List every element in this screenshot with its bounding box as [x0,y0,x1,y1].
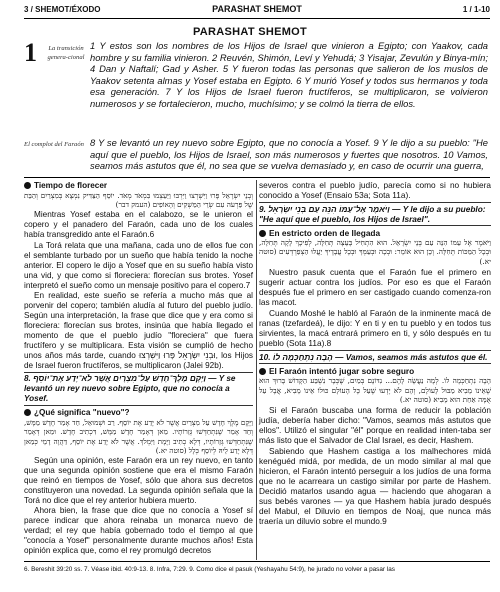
verse-heading: 8. וַיָּקָם מֶלֶךְ־חָדָשׁ עַל־מִצְרָיִם אֲשֶׁר לֹא־יָדַע אֶת־יוֹסֵף — Y se levantó un rey nuevo sobre Egipto, que no conocía a Yosef. [24,372,253,406]
running-head-left: 3 / SHEMOT/ÉXODO [24,5,101,14]
hebrew-source: וַיָּקָם מֶלֶךְ חָדָשׁ עַל מִצְרַיִם אֲשֶׁר לֹא יָדַע אֶת יוֹסֵף. רַב וּשְׁמוּאֵל, חַד אָמַר חָדָשׁ מַמָּשׁ, וְחַד אָמַר שֶׁנִּתְחַדְּשׁוּ גְּזֵרוֹתָיו. מַאן דְּאָמַר חָדָשׁ מַמָּשׁ, דִּכְתִיב חָדָשׁ. וּמַאן דְּאָמַר שֶׁנִּתְחַדְּשׁוּ גְּזֵרוֹתָיו, דְּלָא כְתִיב וַיָּמָת וַיִּמְלֹךְ. אֲשֶׁר לֹא יָדַע אֶת יוֹסֵף, דַּהֲוָה דָמֵי כְּמַאן דְּלָא יָדַע לֵיהּ לְיוֹסֵף כְּלָל (סוטה יא.) [24,417,253,455]
commentary-paragraph: En realidad, este sueño se refería a mucho más que al porvenir del copero; también aludía al futuro del pueblo judío. Según una interpretación, la frase que dice que y era como si floreciera: florecían sus brotes, insinúa que había llegado el momento de que el pueblo judío "floreciera" que fuera fructífero y se multiplicara. Esta visión se cumplió de hecho unos años más tarde, cuando וּבְנֵי יִשְׂרָאֵל פָּרוּ וַיִּשְׁרְצוּ, los Hijos de Israel fueron fructíferos, se multiplicaron (Jalei 92b). [24,291,253,370]
header-rule [24,18,490,19]
commentary-paragraph: Mientras Yosef estaba en el calabozo, se le unieron el copero y el panadero del Faraón, cada uno de los cuales había transgredido ante el Faraón.6 [24,210,253,240]
section-heading: Tiempo de florecer [24,181,253,191]
hebrew-source: וְבְנֵי יִשְׂרָאֵל פָּרוּ וַיִּשְׁרְצוּ וַיִּרְבּוּ וַיַּעַצְמוּ בִּמְאֹד מְאֹד. יוֹסֵף הַצַּדִּיק נִמְצָא בְּמִצְרַיִם וְהַבַּת שֶׁל פַּרְעֹה עִם שְׂרֵי הַמַּשְׁקִים וְהָאוֹפִים (העמק דבר) [24,190,253,210]
running-head-right: 1 / 1-10 [462,5,490,14]
running-head [24,3,490,17]
verse-heading: 9. וַיֹּאמֶר אֶל־עַמּוֹ הִנֵּה עַם בְּנֵי יִשְׂרָאֵל — Y le dijo a su pueblo: "He aquí que el pueblo, los Hijos de Israel". [259,202,491,226]
commentary-paragraph: Según una opinión, este Faraón era un rey nuevo, en tanto que una segunda opinión sostiene que era el mismo Faraón que reinó en tiempos de Yosef, sólo que ahora sus decretos constituyeron una novedad. La segunda opinión señala que la Torá no dice que el rey anterior hubiera muerto. [24,456,253,505]
bullet-icon [24,409,31,416]
chapter-number: 1 [24,38,37,67]
commentary-paragraph: severos contra el pueblo judío, parecía como si no hubiera conocido a Yosef (Ensaio 53a; Sota 11a). [259,180,491,200]
commentary-paragraph: Cuando Moshé le habló al Faraón de la inminente macá de ranas (tzefardeá), le dijo: Y en ti y en tu pueblo y en todos tus sirvientes, la macá entrará primero en ti, y sólo después en tu pueblo (Sota 11a).8 [259,308,491,349]
margin-note-plot: El complot del Faraón [24,141,84,148]
bullet-icon [259,230,266,237]
verse-heading: 10. הָבָה נִתְחַכְּמָה לוֹ — Vamos, seamos más astutos que él. [259,350,491,364]
section-heading: ¿Qué significa "nuevo"? [24,408,253,418]
column-divider [256,180,257,560]
hebrew-source: הָבָה נִתְחַכְּמָה לוֹ. לְמָה נַעֲשָׂה לָהֶם... נִדּוֹנָם בְּמַיִם, שֶׁכְּבָר נִשְׁבַּע הַקָּדוֹשׁ בָּרוּךְ הוּא שֶׁאֵינוֹ מֵבִיא מַבּוּל לָעוֹלָם, וְהֵם לֹא יָדְעוּ שֶׁעַל כָּל הָעוֹלָם כּוּלוֹ אֵינוֹ מֵבִיא, אֲבָל עַל אֻמָּה אַחַת הוּא מֵבִיא (סוטה יא.) [259,376,491,405]
commentary-paragraph: Nuestro pasuk cuenta que el Faraón fue el primero en sugerir actuar contra los judíos. Por eso es que el Faraón después fue el primero en ser castigado cuando comenza-ron las macot. [259,267,491,308]
commentary-left-column [24,180,253,557]
translation-verses-1-7: 1 Y estos son los nombres de los Hijos de Israel que vinieron a Egipto; con Yaakov, cada hombre y su familia vinieron. 2 Reuvén, Shimón, Leví y Yehudá; 3 Yisajar, Zevulún y Binya-mín; 4 Dan y Naftalí; Gad y Asher. 5 Y fueron todas las personas que salieron de los muslos de Yaakov setenta almas y Yosef estaba en Egipto. 6 Y murió Yosef y todos sus hermanos y toda esa generación. 7 Y los Hijos de Israel fueron fructíferos, se multiplicaron, se volvieron numerosos y se fortalecieron, mucho, muchísimo; y se colmó la tierra de ellos. [90,40,488,109]
commentary-top-rule [24,177,490,178]
bullet-icon [24,182,31,189]
commentary-paragraph: La Torá relata que una mañana, cada uno de ellos fue con el semblante turbado por un sueño que había tenido la noche anterior. El copero le dijo a Yosef que en su sueño había visto una vid, y que como si floreciera: florecían sus brotes. Yosef interpretó el sueño como un mensaje positivo para el copero.7 [24,241,253,290]
running-head-center: PARASHAT SHEMOT [212,4,302,14]
commentary-paragraph: Sabiendo que Hashem castiga a los malhechores midá kenéguéd midá, por medida, de un modo similar al mal que hicieron, el Faraón intentó perseguir a los judíos de una forma que no le acarreara un castigo similar por parte de Hashem. Decidió matarlos usando agua — haciendo que ahogaran a sus bebés varones — ya que Hashem había jurado después del Mabul, el Diluvio en tiempos de Noaj, que nunca más traería un diluvio sobre el mundo.9 [259,446,491,527]
hebrew-source: וַיֹּאמֶר אֶל עַמּוֹ הִנֵּה עַם בְּנֵי יִשְׂרָאֵל. הוּא הִתְחִיל בָּעֵצָה תְּחִלָּה, לְפִיכָךְ לָקָה תְּחִלָּה, וּבְכָל הַמַּכּוֹת תְּחִלָּה. וְכֵן הוּא אוֹמֵר: וּבְכָה וּבְעַמְּךָ וּבְכָל עֲבָדֶיךָ יַעֲלוּ הַצְפַרְדְּעִים (סוטה יא.) [259,238,491,266]
commentary-paragraph: Ahora bien, la frase que dice que no conocía a Yosef sí parece indicar que ahora reinaba un monarca nuevo de verdad; el rey que había gobernado todo el tiempo al que "conocía a Yosef" personalmente durante muchos años! Esta opinión explica que, como el rey promulgó decretos [24,506,253,555]
footnotes: 6. Bereshit 39:20 ss. 7. Véase ibid. 40:9-13. 8. Infra, 7:29. 9. Como dice el pasuk (Yeshayahu 54:9), he jurado no volver a pasar las [24,566,395,573]
translation-verses-8-10: 8 Y se levantó un rey nuevo sobre Egipto, que no conocía a Yosef. 9 Y le dijo a su pueblo: "He aquí que el pueblo, los Hijos de Israel, son más numerosos y fuertes que nosotros. 10 Vamos, seamos más astutos que él, no sea que se vuelva demasiado y, en caso de ocurrir una guerra, [90,137,488,171]
margin-note-transition: La transición genera-cional [47,45,85,61]
commentary-right-column [259,180,491,527]
bullet-icon [259,368,266,375]
commentary-paragraph: Si el Faraón buscaba una forma de reducir la población judía, debería haber dicho: "Vamos, seamos más astutos que ellos". Utilizó el singular "él" porque en realidad inten-taba ser más listo que el Salvador de Clal Israel, es decir, Hashem. [259,405,491,446]
section-heading: En estricto orden de llegada [259,228,491,238]
page-title: PARASHAT SHEMOT [192,26,308,38]
footnote-rule [24,561,490,562]
section-heading: El Faraón intentó jugar sobre seguro [259,366,491,376]
